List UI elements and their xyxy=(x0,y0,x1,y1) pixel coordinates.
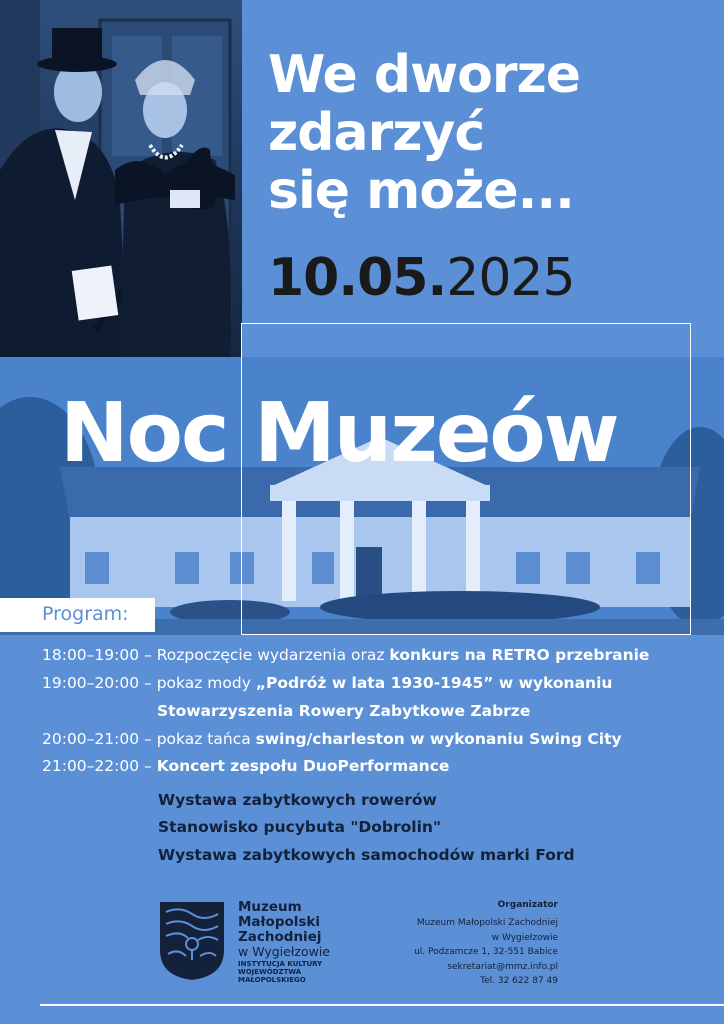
headline-line3: się może... xyxy=(268,161,574,221)
organizer-heading: Organizator xyxy=(497,900,558,910)
couple-illustration xyxy=(0,0,242,357)
event-date-day-month: 10.05. xyxy=(268,248,447,308)
attraction-item: Stanowisko pucybuta "Dobrolin" xyxy=(158,818,442,836)
schedule-highlight: Stowarzyszenia Rowery Zabytkowe Zabrze xyxy=(157,702,531,720)
museum-shield-icon xyxy=(158,900,226,982)
schedule-time: 21:00–22:00 – xyxy=(42,757,157,775)
headline xyxy=(268,46,708,220)
schedule-highlight: swing/charleston w wykonaniu Swing City xyxy=(255,730,622,748)
bottom-divider xyxy=(40,1004,724,1006)
schedule-highlight: „Podróż w lata 1930-1945” w wykonaniu xyxy=(255,674,613,692)
event-date xyxy=(268,248,575,308)
schedule-time: 19:00–20:00 – xyxy=(42,674,157,692)
schedule-item xyxy=(42,672,612,694)
schedule-time: 20:00–21:00 – xyxy=(42,730,157,748)
organizer-phone: Tel. 32 622 87 49 xyxy=(480,976,558,986)
schedule-text: pokaz tańca xyxy=(156,730,256,748)
attraction-item: Wystawa zabytkowych rowerów xyxy=(158,791,437,809)
museum-name-line: Małopolski xyxy=(238,914,321,930)
schedule-text: pokaz mody xyxy=(156,674,256,692)
institution-line: WOJEWÓDZTWA xyxy=(238,968,302,976)
headline-line2: zdarzyć xyxy=(268,103,485,163)
schedule-item xyxy=(42,644,649,666)
museum-location: w Wygiełzowie xyxy=(238,944,330,959)
institution-line: MAŁOPOLSKIEGO xyxy=(238,976,306,984)
event-date-year: 2025 xyxy=(446,248,575,308)
schedule-highlight: konkurs na RETRO przebranie xyxy=(389,646,650,664)
couple-photo xyxy=(0,0,242,357)
museum-institution xyxy=(238,960,348,984)
museum-name-line: Zachodniej xyxy=(238,929,322,945)
schedule-time: 18:00–19:00 – xyxy=(42,646,157,664)
attraction-item: Wystawa zabytkowych samochodów marki Ford xyxy=(158,846,575,864)
schedule-highlight: Koncert zespołu DuoPerformance xyxy=(156,757,450,775)
event-title: Noc Muzeów xyxy=(60,386,618,481)
institution-line: INSTYTUCJA KULTURY xyxy=(238,960,323,968)
organizer-block xyxy=(380,898,558,989)
organizer-email: sekretariat@mmz.info.pl xyxy=(447,961,558,972)
organizer-address: ul. Podzamcze 1, 32-551 Babice xyxy=(414,947,558,957)
program-label: Program: xyxy=(42,603,129,625)
headline-line1: We dworze xyxy=(268,45,581,105)
organizer-name-location: w Wygiełzowie xyxy=(491,932,558,943)
schedule-text: Rozpoczęcie wydarzenia oraz xyxy=(156,646,390,664)
museum-name xyxy=(238,900,321,945)
schedule-item-continuation xyxy=(157,700,530,722)
schedule-item xyxy=(42,755,449,777)
museum-name-line: Muzeum xyxy=(238,899,302,915)
schedule-item xyxy=(42,728,622,750)
organizer-name: Muzeum Małopolski Zachodniej xyxy=(416,918,558,928)
